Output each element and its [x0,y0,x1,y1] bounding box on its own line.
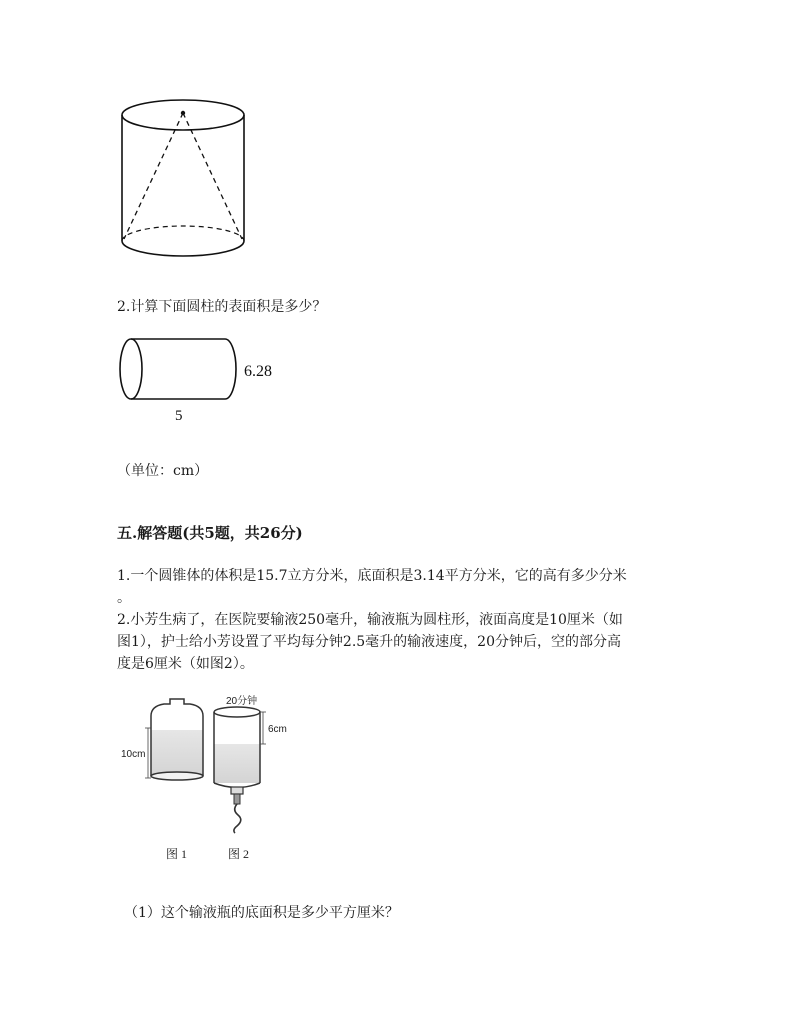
caption-figure-1: 图 1 [166,847,188,861]
time-label: 20分钟 [226,696,258,707]
cylinder-bottom-front [122,241,244,256]
section-title: 五.解答题(共5题，共26分) [117,524,303,542]
unit-note: （单位：cm） [117,463,209,479]
cylinder-left-end [120,339,142,399]
problem-2-line-3: 度是6厘米（如图2）。 [117,656,254,672]
bottle-2-top [214,707,260,717]
empty-height-label: 6cm [268,724,287,735]
problem-1-line-1: 1.一个圆锥体的体积是15.7立方分米，底面积是3.14平方分米，它的高有多少分米 [117,568,627,584]
bottle-figure-1 [121,699,203,780]
question-2-text: 2.计算下面圆柱的表面积是多少？ [117,299,327,315]
iv-tube [234,804,241,833]
problem-2-line-2: 图1），护士给小芳设置了平均每分钟2.5毫升的输液速度，20分钟后，空的部分高 [117,634,621,650]
bottle-2-liquid [214,744,260,783]
cone-apex-dot [181,111,185,115]
bottle-1-base [151,772,203,780]
cone-left-edge [124,113,183,239]
cylinder-cone-figure [110,95,260,265]
liquid-height-label: 10cm [121,749,146,760]
problem-1-line-2: 。 [117,590,131,606]
problem-2-line-1: 2.小芳生病了，在医院要输液250毫升，输液瓶为圆柱形，液面高度是10厘米（如 [117,612,623,628]
height-label: 6.28 [244,363,272,380]
bottle-1-liquid [151,730,203,776]
problem-2-sub-question-1: （1）这个输液瓶的底面积是多少平方厘米？ [124,905,399,921]
length-label: 5 [175,408,183,424]
horizontal-cylinder-figure [115,333,295,433]
cylinder-bottom-back [122,226,244,241]
iv-bottle-figure [118,690,303,870]
caption-figure-2: 图 2 [228,847,250,861]
cylinder-right-end [225,339,236,399]
bottle-2-cap [231,787,243,794]
cone-right-edge [183,113,242,239]
bottle-2-clamp [234,794,240,804]
bottle-figure-2 [214,694,287,833]
